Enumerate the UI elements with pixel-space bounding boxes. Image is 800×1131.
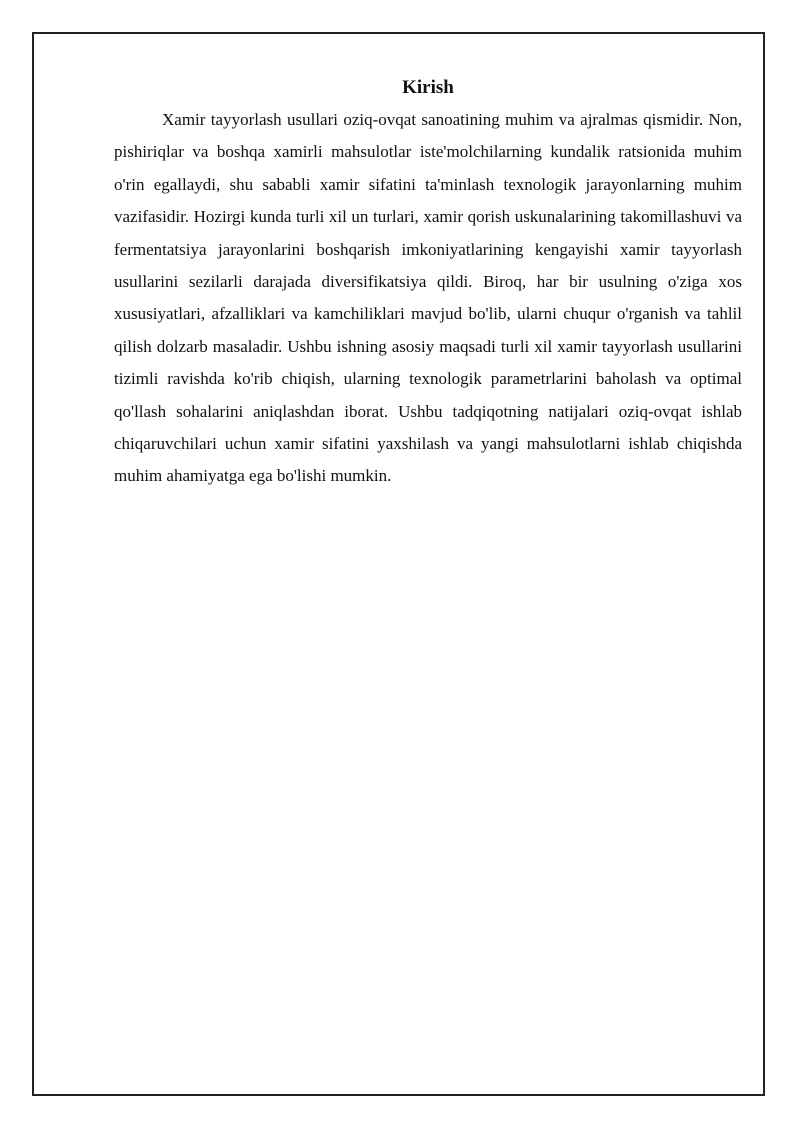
document-title: Kirish xyxy=(402,77,454,98)
document-body xyxy=(114,74,742,493)
introduction-paragraph: Xamir tayyorlash usullari oziq-ovqat sanoatining muhim va ajralmas qismidir. Non, pishiriqlar va boshqa xamirli mahsulotlar iste'molchilarning kundalik ratsionida muhim o'rin egallaydi, shu sababli xamir sifatini ta'minlash texnologik jarayonlarning muhim vazifasidir. Hozirgi kunda turli xil un turlari, xamir qorish uskunalarining takomillashuvi va fermentatsiya jarayonlarini boshqarish imkoniyatlarining kengayishi xamir tayyorlash usullarini sezilarli darajada diversifikatsiya qildi. Biroq, har bir usulning o'ziga xos xususiyatlari, afzalliklari va kamchiliklari mavjud bo'lib, ularni chuqur o'rganish va tahlil qilish dolzarb masaladir. Ushbu ishning asosiy maqsadi turli xil xamir tayyorlash usullarini tizimli ravishda ko'rib chiqish, ularning texnologik parametrlarini baholash va optimal qo'llash sohalarini aniqlashdan iborat. Ushbu tadqiqotning natijalari oziq-ovqat ishlab chiqaruvchilari uchun xamir sifatini yaxshilash va yangi mahsulotlarni ishlab chiqishda muhim ahamiyatga ega bo'lishi mumkin. xyxy=(114,110,742,486)
